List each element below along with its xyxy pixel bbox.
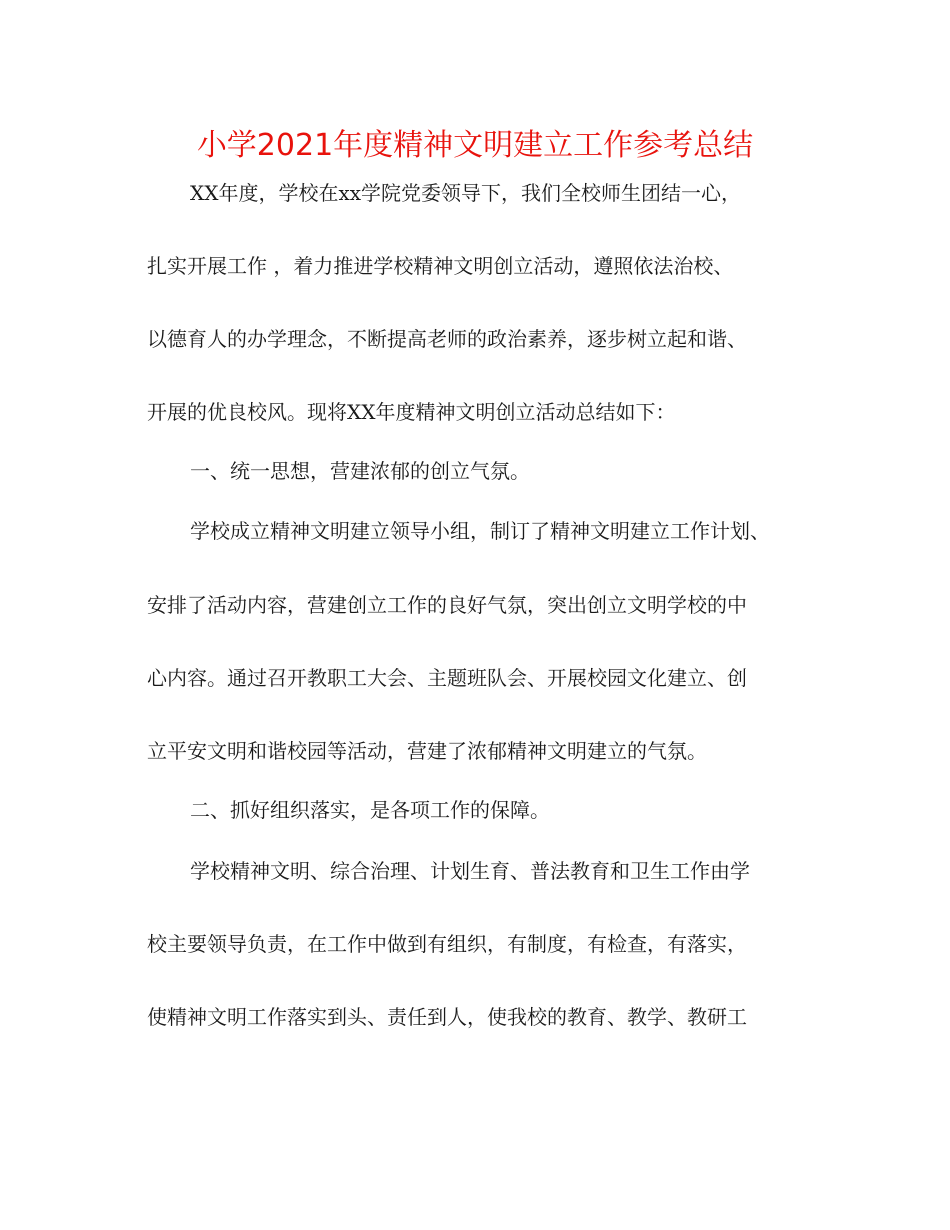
section-heading: 二、抓好组织落实，是各项工作的保障。 xyxy=(190,798,550,822)
paragraph-line: 校主要领导负责，在工作中做到有组织，有制度，有检查，有落实， xyxy=(147,932,747,956)
paragraph-line: 开展的优良校风。现将XX年度精神文明创立活动总结如下： xyxy=(147,400,676,424)
paragraph-line: 使精神文明工作落实到头、责任到人，使我校的教育、教学、教研工 xyxy=(147,1005,747,1029)
paragraph-line: 立平安文明和谐校园等活动，营建了浓郁精神文明建立的气氛。 xyxy=(147,739,707,763)
paragraph-line: XX年度，学校在xx学院党委领导下，我们全校师生团结一心， xyxy=(190,181,742,205)
document-title: 小学2021年度精神文明建立工作参考总结 xyxy=(196,128,754,163)
paragraph-line: 以德育人的办学理念，不断提高老师的政治素养，逐步树立起和谐、 xyxy=(147,327,747,351)
paragraph-line: 学校精神文明、综合治理、计划生育、普法教育和卫生工作由学 xyxy=(190,859,750,883)
paragraph-line: 学校成立精神文明建立领导小组，制订了精神文明建立工作计划、 xyxy=(190,519,770,543)
paragraph-line: 安排了活动内容，营建创立工作的良好气氛，突出创立文明学校的中 xyxy=(147,593,747,617)
section-heading: 一、统一思想，营建浓郁的创立气氛。 xyxy=(190,459,530,483)
paragraph-line: 心内容。通过召开教职工大会、主题班队会、开展校园文化建立、创 xyxy=(147,666,747,690)
paragraph-line: 扎实开展工作 ，着力推进学校精神文明创立活动，遵照依法治校、 xyxy=(147,254,734,278)
